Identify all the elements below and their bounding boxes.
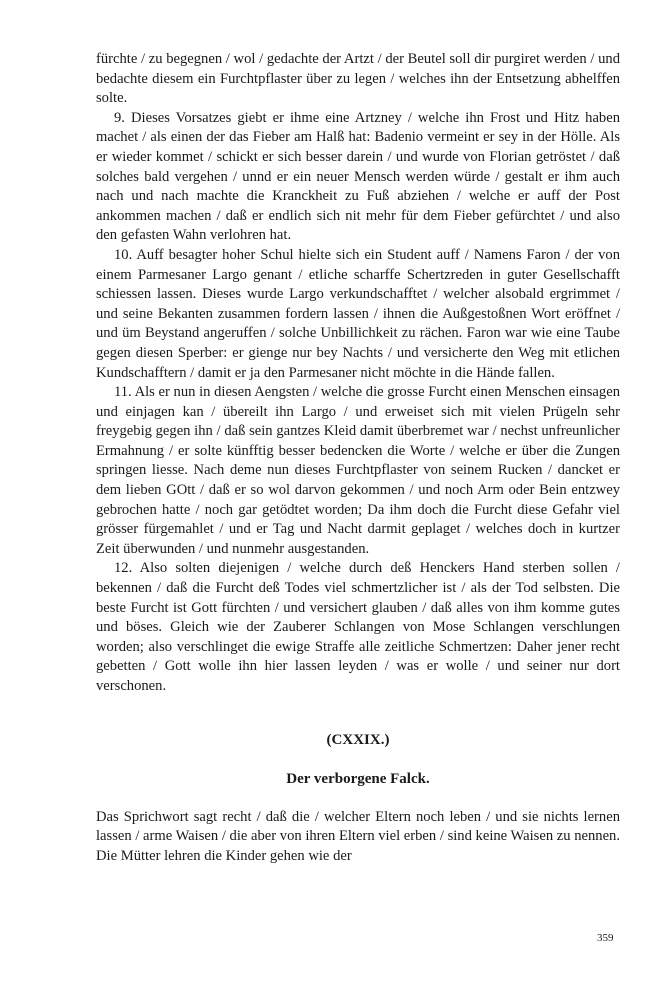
paragraph-continued: fürchte / zu begegnen / wol / gedachte der Artzt / der Beutel soll dir purgiret werden / und bedachte diesem ein Furchtpflaster über zu legen / welches ihn der Entsetzung abhelffen solte. [96, 51, 620, 107]
paragraph-11: 11. Als er nun in diesen Aengsten / welche die grosse Furcht einen Menschen einsagen und einjagen kan / übereilt ihn Largo / und erweiset sich mit vielen Prügeln sehr freygebig gegen ihn / daß sein gantzes Kleid damit überbremet war / nechst unfreunlicher Ermahnung / er solte künfftig besser bedencken die Worte / welche er über die Zungen springen liesse. Nach deme nun dieses Furchtpflaster von seinem Rucken / dancket er dem lieben GOtt / daß er so wol darvon gekommen / und noch Arm oder Bein entzwey gebrochen hatte / noch gar getödtet worden; Da ihm doch die Furcht diese Gefahr viel grösser fürgemahlet / und er Tag und Nacht darmit geplaget / welches doch in kurtzer Zeit überwunden / und nunmehr ausgestanden. [96, 384, 620, 557]
page-body [96, 50, 620, 867]
chapter-title: Der verborgene Falck. [286, 771, 430, 788]
paragraph-12: 12. Also solten diejenigen / welche durch deß Henckers Hand sterben sollen / bekennen / daß die Furcht deß Todes viel schmertzlicher ist / als der Tod selbsten. Die beste Furcht ist Gott fürchten / und versichert glauben / daß alles von ihm komme gutes und böses. Gleich wie der Zauberer Schlangen von Mose Schlangen verschlungen worden; also verschlinget die ewige Straffe alle zeitliche Schmertzen: Daher jener recht gebetten / Gott wolle ihn hier lassen leyden / was er wolle / und seiner nur dort verschonen. [96, 560, 620, 694]
paragraph-10: 10. Auff besagter hoher Schul hielte sich ein Student auff / Namens Faron / der von einem Parmesaner Largo genant / etliche scharffe Schertzreden in guter Gesellschafft schiessen lassen. Dieses wurde Largo verkundschafftet / welcher alsobald ergrimmet / und seine Bekanten zusammen fordern lassen / ihnen die Außgestoßnen Wort eröffnet / und üm Beystand angeruffen / solche Unbillichkeit zu rächen. Faron war wie eine Taube gegen diesen Sperber: er gienge nur bey Nachts / und versicherte den Weg mit etlichen Kundschafftern / damit er ja den Parmesaner nicht möchte in die Hände fallen. [96, 246, 620, 381]
chapter-intro-paragraph: Das Sprichwort sagt recht / daß die / welcher Eltern noch leben / und sie nichts lernen lassen / arme Waisen / die aber von ihren Eltern viel erben / sind keine Waisen zu nennen. Die Mütter lehren die Kinder gehen wie der [96, 808, 620, 864]
page-number: 359 [597, 932, 614, 944]
chapter-number: (CXXIX.) [326, 731, 390, 748]
paragraph-9: 9. Dieses Vorsatzes giebt er ihme eine Artzney / welche ihn Frost und Hitz haben machet / als einen der das Fieber am Halß hat: Badenio vermeint er sey in der Hölle. Als er wieder kommet / schickt er sich besser darein / und wurde von Florian getröstet / daß solches bald vergehen / unnd er ein neuer Mensch werden würde / gestalt er ihm auch nach und nach machte die Kranckheit zu Fuß abziehen / welche er auff der Post ankommen machen / daß er endlich sich nit mehr für dem Fieber gefürchtet / und also den gefasten Wahn verlohren hat. [96, 109, 620, 244]
